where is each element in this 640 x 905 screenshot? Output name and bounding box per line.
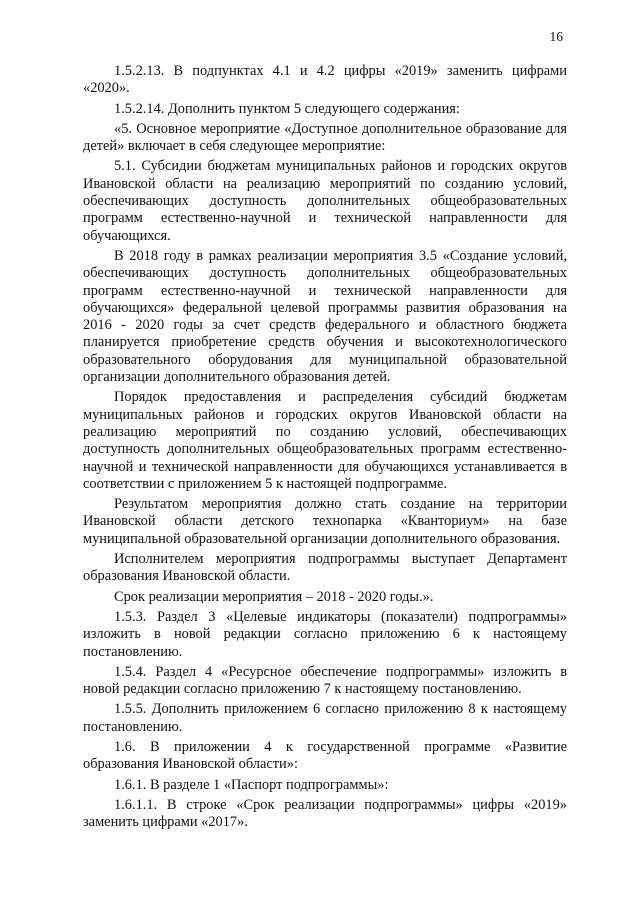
paragraph-1-5-2-14: 1.5.2.14. Дополнить пунктом 5 следующего содержания: — [114, 100, 460, 117]
document-body — [83, 63, 567, 831]
paragraph-1-6-1: 1.6.1. В разделе 1 «Паспорт подпрограммы»: — [114, 776, 389, 793]
paragraph-1-5-5: 1.5.5. Дополнить приложением 6 согласно приложению 8 к настоящему постановлению. — [83, 701, 567, 735]
paragraph-implementation-period: Срок реализации мероприятия – 2018 - 2020 годы.». — [114, 588, 434, 605]
paragraph-1-6-1-1: 1.6.1.1. В строке «Срок реализации подпрограммы» цифры «2019» заменить цифрами «2017». — [83, 796, 567, 831]
paragraph-1-6: 1.6. В приложении 4 к государственной программе «Развитие образования Ивановской области»: — [83, 738, 567, 773]
paragraph-executor: Исполнителем мероприятия подпрограммы выступает Департамент образования Ивановской области. — [83, 551, 567, 585]
paragraph-1-5-3: 1.5.3. Раздел 3 «Целевые индикаторы (показатели) подпрограммы» изложить в новой редакции согласно приложению 6 к настоящему постановлению. — [83, 608, 567, 660]
paragraph-subsidy-procedure: Порядок предоставления и распределения субсидий бюджетам муниципальных районов и городских округов Ивановской области на реализацию мероприятий по созданию условий, обеспечивающих доступность дополнительных общеобразовательных программ естественно-научной и технической направленности для обучающихся устанавливается в соответствии с приложением 5 к настоящей подпрограмме. — [83, 389, 567, 492]
paragraph-result-kvantorium: Результатом мероприятия должно стать создание на территории Ивановской области детского технопарка «Кванториум» на базе муниципальной образовательной организации дополнительного образования. — [83, 496, 567, 547]
paragraph-5-1-subsidies: 5.1. Субсидии бюджетам муниципальных районов и городских округов Ивановской области на реализацию мероприятий по созданию условий, обеспечивающих доступность дополнительных общеобразовательных программ естественно-научной и технической направленности для обучающихся. — [83, 158, 567, 244]
paragraph-1-5-2-13: 1.5.2.13. В подпунктах 4.1 и 4.2 цифры «2019» заменить цифрами «2020». — [83, 63, 567, 97]
paragraph-1-5-4: 1.5.4. Раздел 4 «Ресурсное обеспечение подпрограммы» изложить в новой редакции согласно приложению 7 к настоящему постановлению. — [83, 663, 567, 698]
paragraph-main-measure: «5. Основное мероприятие «Доступное дополнительное образование для детей» включает в себя следующее мероприятие: — [83, 120, 567, 155]
paragraph-2018-implementation: В 2018 году в рамках реализации мероприятия 3.5 «Создание условий, обеспечивающих доступность дополнительных общеобразовательных программ естественно-научной и технической направленности для обучающихся» федеральной целевой программы развития образования на 2016 - 2020 годы за счет средств федерального и областного бюджета планируется приобретение средств обучения и высокотехнологического образовательного оборудования для муниципальной образовательной организации дополнительного образования детей. — [83, 247, 567, 386]
page-number: 16 — [549, 29, 563, 44]
